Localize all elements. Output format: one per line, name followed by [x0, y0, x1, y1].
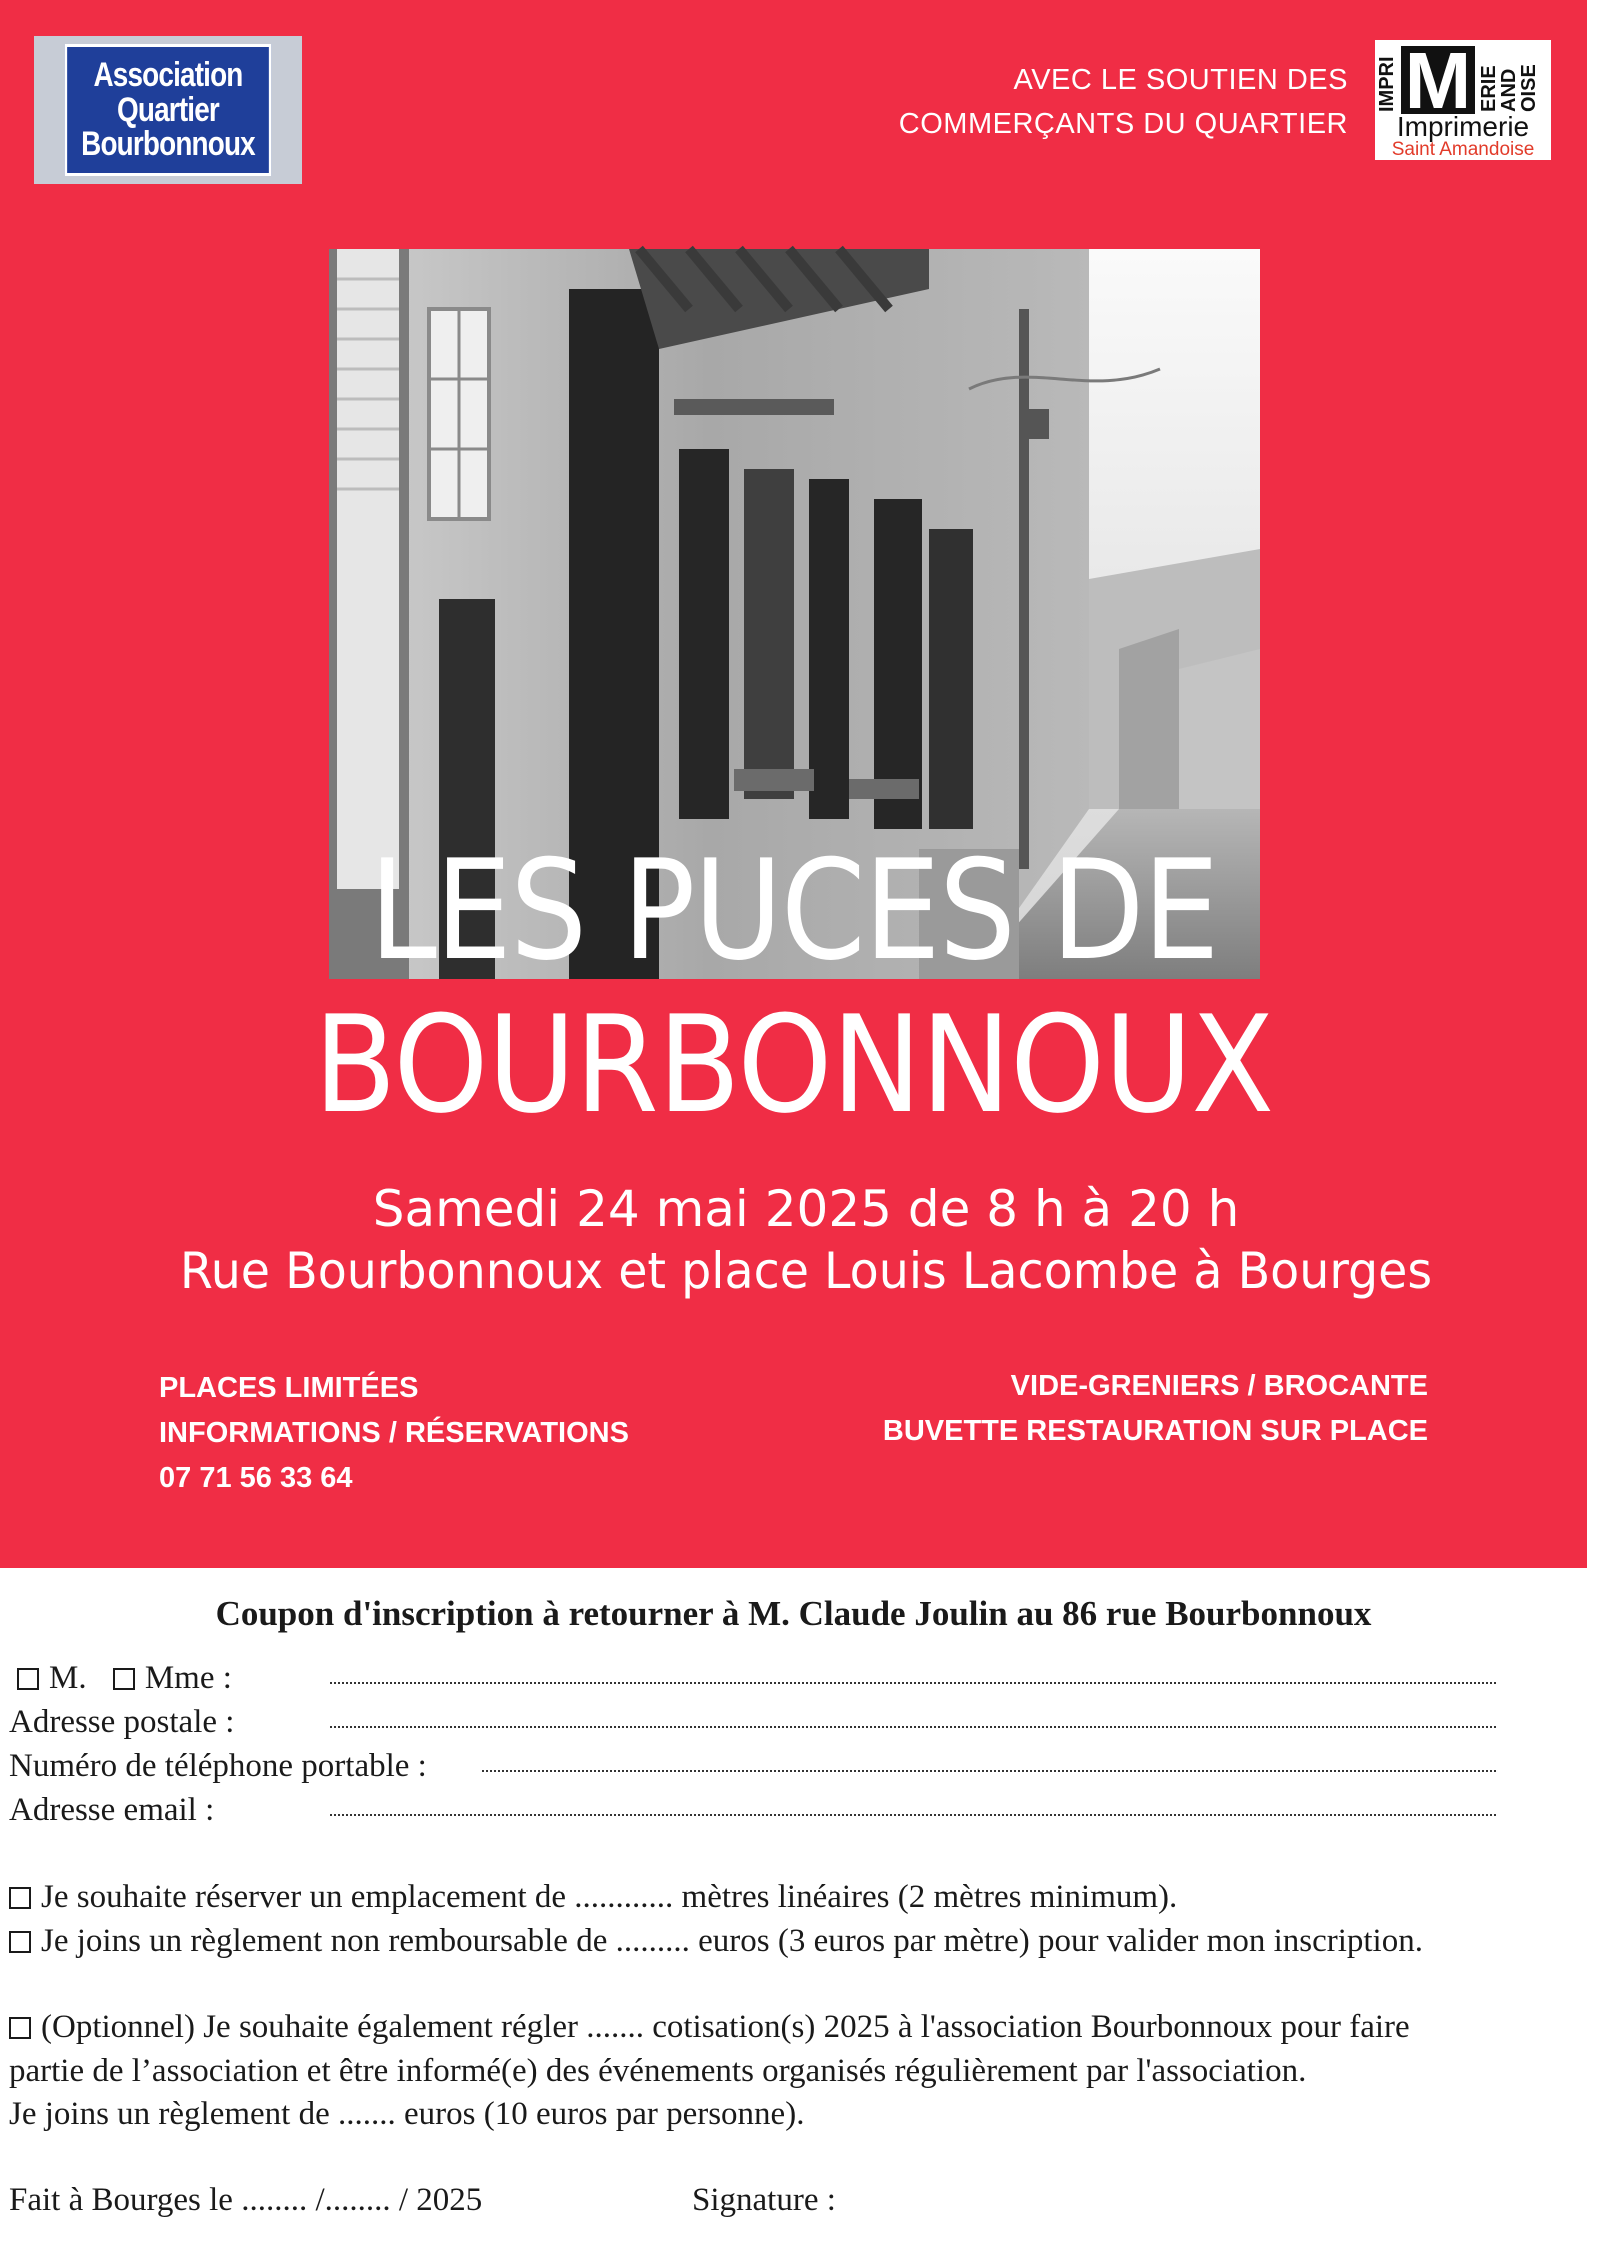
printer-mark-text: ERIE: [1478, 65, 1500, 112]
reserve-text: Je souhaite réserver un emplacement de ............ mètres linéaires (2 mètres minimum).: [41, 1879, 1178, 1915]
info-phone: 07 71 56 33 64: [159, 1462, 353, 1494]
email-input-line[interactable]: [330, 1812, 1496, 1816]
reserve-row: [9, 1875, 1177, 1919]
checkbox-m[interactable]: [17, 1668, 39, 1690]
support-text: [790, 58, 1348, 146]
coupon-title: Coupon d'inscription à retourner à M. Claude Joulin au 86 rue Bourbonnoux: [215, 1594, 1372, 1633]
association-logo-line: Quartier: [117, 90, 219, 129]
info-left-block: [159, 1366, 629, 1501]
event-place: Rue Bourbonnoux et place Louis Lacombe à Bourges: [179, 1242, 1433, 1300]
name-input-line[interactable]: [330, 1680, 1496, 1684]
association-logo: [34, 36, 302, 184]
civility-m-label: M.: [49, 1660, 87, 1696]
optional-text-2: partie de l’association et être informé(e) des événements organisés régulièrement par l'association.: [9, 2053, 1307, 2089]
optional-text-3: Je joins un règlement de ....... euros (10 euros par personne).: [9, 2096, 805, 2132]
info-buvette: BUVETTE RESTAURATION SUR PLACE: [882, 1415, 1428, 1447]
printer-name: Imprimerie: [1396, 111, 1530, 142]
signature-label: Signature :: [692, 2182, 836, 2218]
event-title-line-2: BOURBONNOUX: [313, 987, 1274, 1143]
info-right-block: [780, 1364, 1428, 1454]
info-reservations: INFORMATIONS / RÉSERVATIONS: [159, 1417, 629, 1449]
payment-row: [9, 1919, 1423, 1963]
association-logo-plate: [65, 44, 272, 176]
info-vide-greniers: VIDE-GRENIERS / BROCANTE: [1010, 1370, 1428, 1402]
address-input-line[interactable]: [330, 1724, 1496, 1728]
support-line: COMMERÇANTS DU QUARTIER: [898, 108, 1348, 140]
printer-mark-text: IMPRI: [1376, 56, 1398, 112]
date-place-field[interactable]: Fait à Bourges le ........ /........ / 2025: [9, 2182, 483, 2218]
checkbox-mme[interactable]: [113, 1668, 135, 1690]
printer-mark-text: AND: [1498, 68, 1520, 112]
phone-input-line[interactable]: [482, 1768, 1496, 1772]
event-date: Samedi 24 mai 2025 de 8 h à 20 h: [372, 1180, 1240, 1238]
support-line: AVEC LE SOUTIEN DES: [1013, 64, 1348, 96]
address-label: Adresse postale :: [9, 1704, 235, 1740]
registration-coupon: [0, 1568, 1587, 2245]
checkbox-optional[interactable]: [9, 2017, 31, 2039]
civility-row: [9, 1656, 232, 1700]
optional-text-1: (Optionnel) Je souhaite également régler ....... cotisation(s) 2025 à l'association Bourbonnoux pour faire: [41, 2009, 1410, 2045]
optional-row: [9, 2005, 1410, 2049]
association-logo-line: Bourbonnoux: [81, 125, 255, 164]
printer-logo-mark: [1376, 36, 1543, 125]
checkbox-reserve[interactable]: [9, 1887, 31, 1909]
printer-logo: [1375, 36, 1551, 160]
association-logo-line: Association: [93, 55, 243, 94]
printer-subname: Saint Amandoise: [1391, 139, 1535, 160]
payment-text: Je joins un règlement non remboursable de ......... euros (3 euros par mètre) pour valider mon inscription.: [41, 1923, 1423, 1959]
printer-mark-letter: M: [1404, 36, 1472, 125]
printer-mark-text: OISE: [1518, 64, 1540, 112]
email-label: Adresse email :: [9, 1792, 215, 1828]
info-places: PLACES LIMITÉES: [159, 1372, 419, 1404]
checkbox-payment[interactable]: [9, 1931, 31, 1953]
civility-mme-label: Mme :: [144, 1660, 232, 1696]
phone-label: Numéro de téléphone portable :: [9, 1748, 427, 1784]
event-title-line-1: LES PUCES DE: [369, 830, 1218, 991]
